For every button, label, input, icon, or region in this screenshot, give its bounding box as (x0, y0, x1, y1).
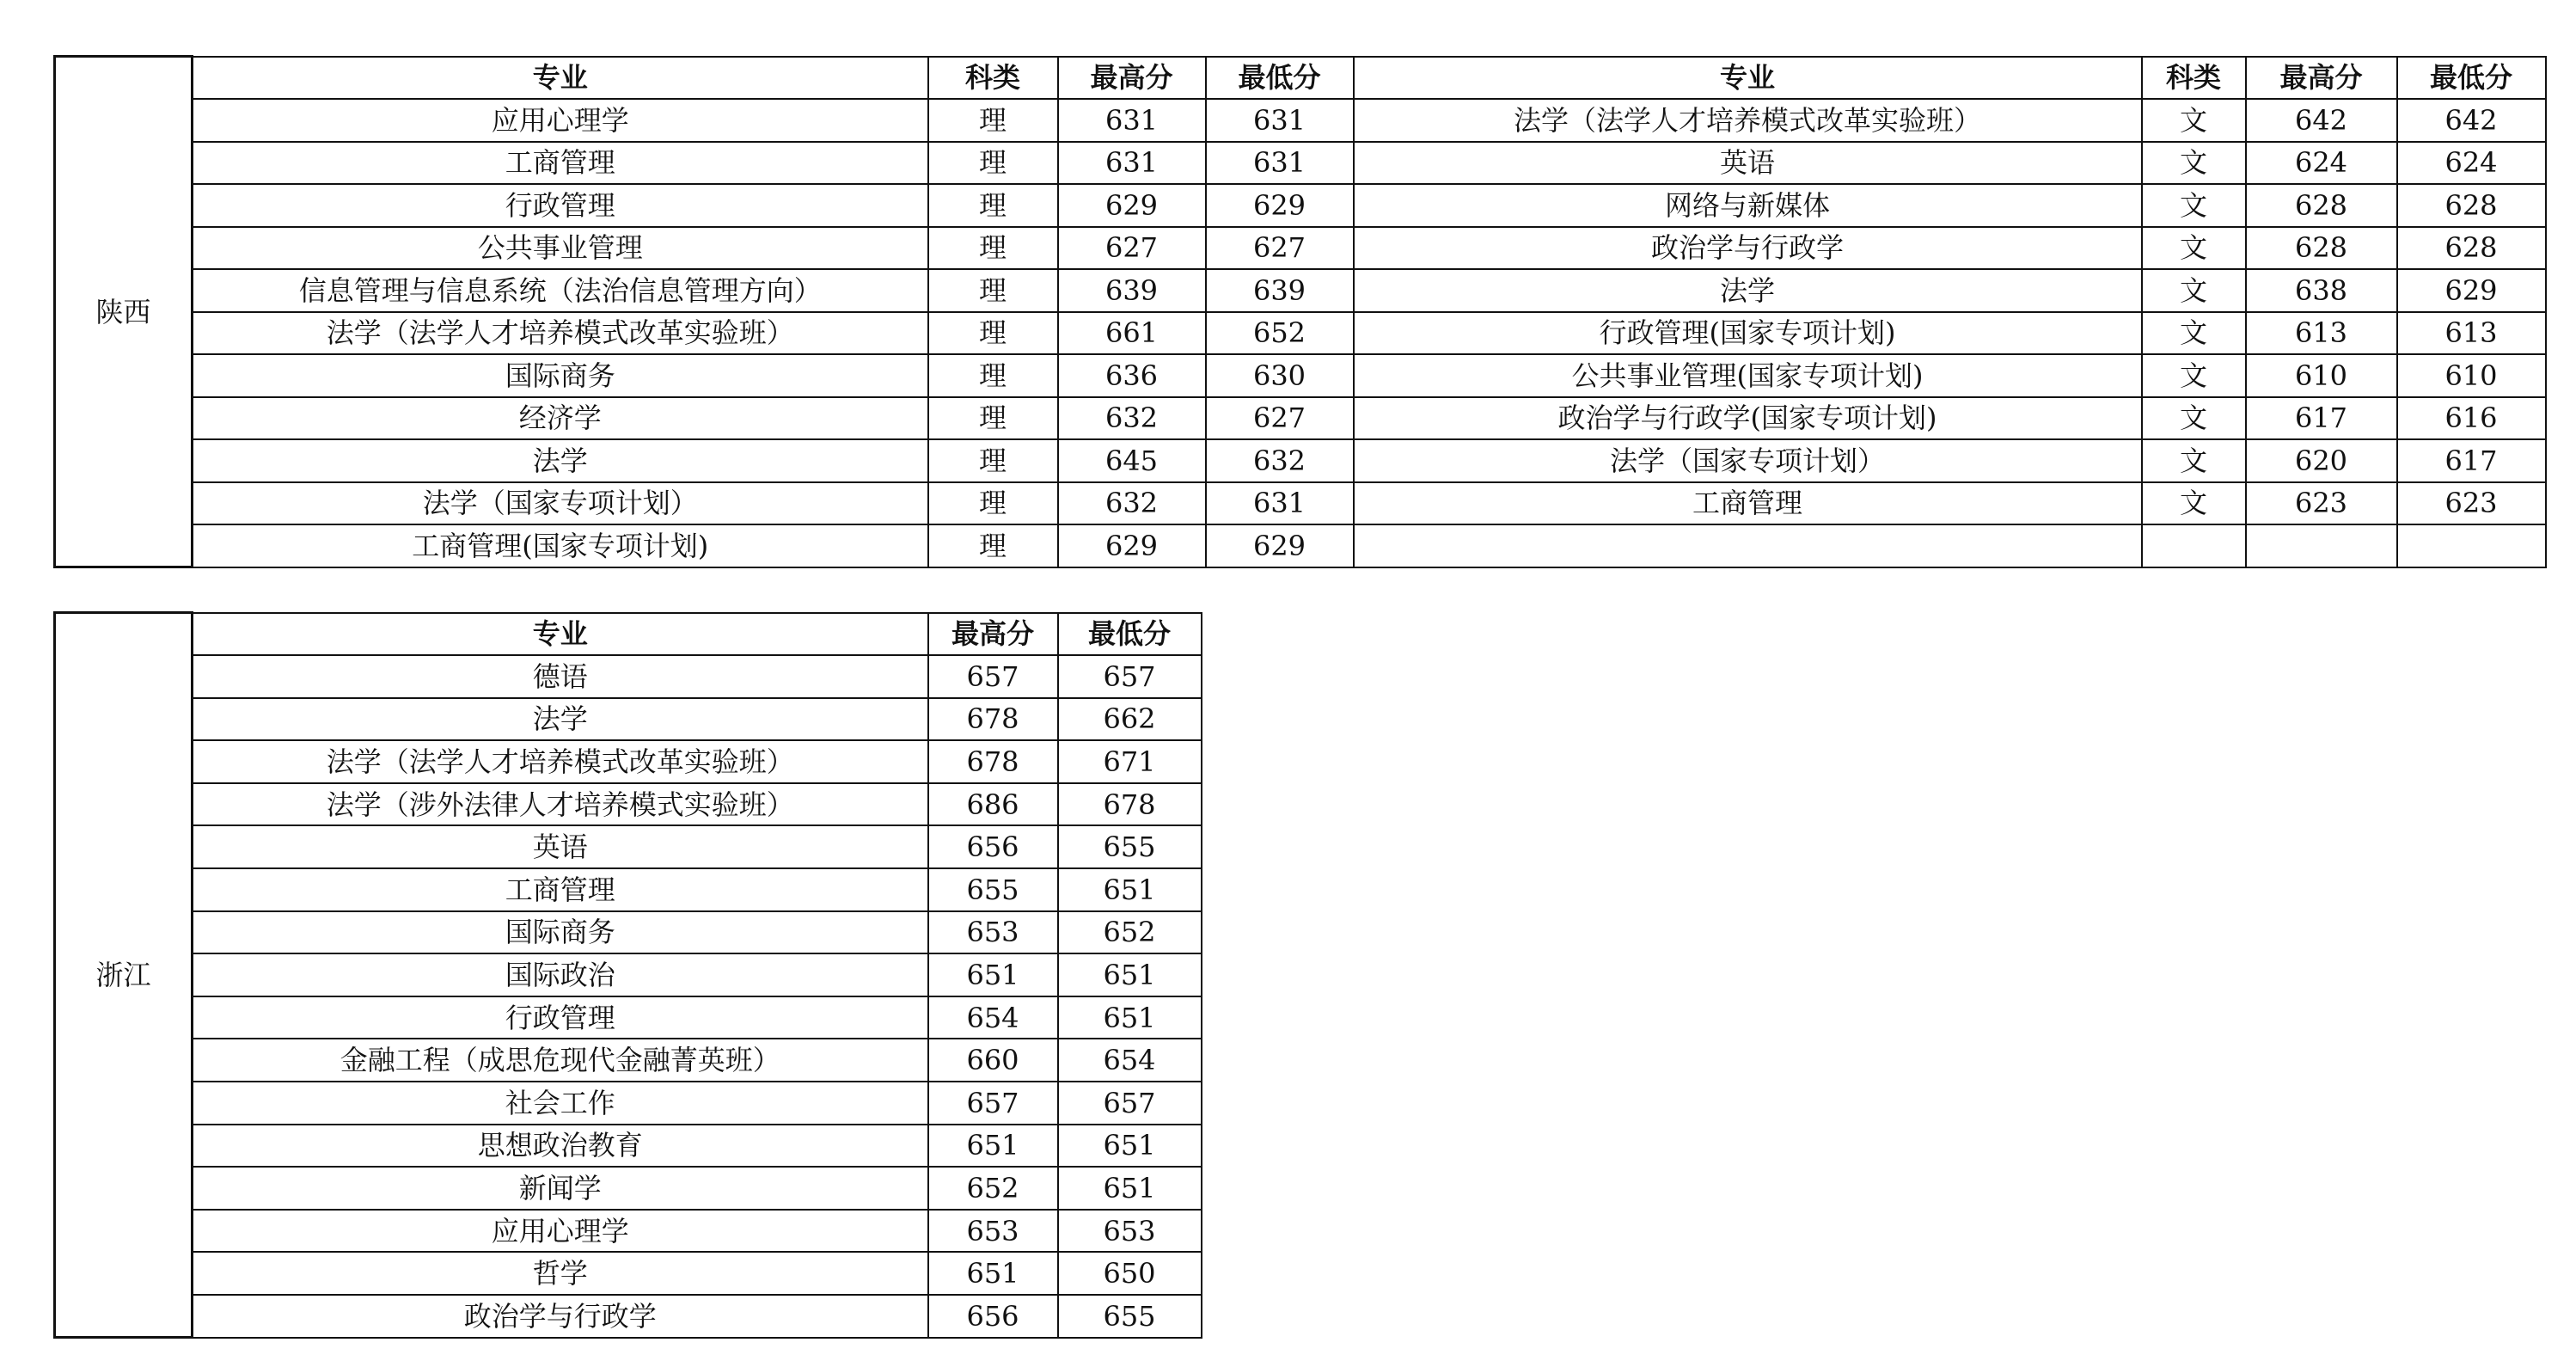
major-cell: 德语 (193, 655, 928, 698)
max-score-cell: 656 (928, 825, 1058, 868)
max-score-cell: 617 (2246, 397, 2397, 440)
major-cell: 法学 (193, 439, 928, 482)
category-cell: 文 (2142, 312, 2246, 355)
table-row (55, 312, 2546, 355)
major-cell: 国际商务 (193, 354, 928, 397)
major-cell: 行政管理 (193, 184, 928, 227)
major-cell: 工商管理(国家专项计划) (193, 524, 928, 567)
min-score-cell: 678 (1058, 783, 1202, 826)
max-score-cell: 654 (928, 996, 1058, 1039)
min-score-cell: 651 (1058, 953, 1202, 996)
shaanxi-header-row (55, 57, 2546, 100)
major-cell: 新闻学 (193, 1167, 928, 1210)
min-score-cell: 650 (1058, 1252, 1202, 1295)
table-row (55, 1125, 1202, 1168)
max-score-cell: 678 (928, 698, 1058, 741)
min-score-cell: 628 (2397, 227, 2546, 270)
category-cell: 理 (928, 269, 1058, 312)
table-row (55, 953, 1202, 996)
max-score-cell: 651 (928, 1125, 1058, 1168)
major-cell: 网络与新媒体 (1354, 184, 2142, 227)
zhejiang-header-row (55, 613, 1202, 656)
min-score-cell: 651 (1058, 868, 1202, 911)
major-cell: 国际政治 (193, 953, 928, 996)
major-cell: 公共事业管理(国家专项计划) (1354, 354, 2142, 397)
min-score-cell: 629 (1206, 184, 1354, 227)
shaanxi-admission-table (53, 55, 2547, 568)
min-score-cell: 651 (1058, 996, 1202, 1039)
major-cell: 工商管理 (193, 142, 928, 185)
min-score-cell: 617 (2397, 439, 2546, 482)
table-row (55, 354, 2546, 397)
table-row (55, 184, 2546, 227)
max-score-cell: 636 (1058, 354, 1206, 397)
major-cell (1354, 524, 2142, 567)
max-score-cell: 632 (1058, 482, 1206, 525)
min-score-cell: 671 (1058, 740, 1202, 783)
min-score-cell: 642 (2397, 99, 2546, 142)
max-score-cell: 629 (1058, 184, 1206, 227)
major-cell: 政治学与行政学 (193, 1295, 928, 1338)
max-score-cell: 661 (1058, 312, 1206, 355)
category-cell: 理 (928, 524, 1058, 567)
major-cell: 信息管理与信息系统（法治信息管理方向） (193, 269, 928, 312)
category-cell: 理 (928, 354, 1058, 397)
category-cell: 文 (2142, 482, 2246, 525)
min-score-cell: 629 (1206, 524, 1354, 567)
max-score-cell: 624 (2246, 142, 2397, 185)
table-row (55, 783, 1202, 826)
table-row (55, 698, 1202, 741)
header-max-score: 最高分 (2246, 57, 2397, 100)
major-cell: 法学（国家专项计划） (1354, 439, 2142, 482)
table-row (55, 1252, 1202, 1295)
major-cell: 行政管理 (193, 996, 928, 1039)
min-score-cell: 631 (1206, 99, 1354, 142)
max-score-cell: 651 (928, 1252, 1058, 1295)
table-row (55, 1039, 1202, 1082)
min-score-cell: 632 (1206, 439, 1354, 482)
min-score-cell: 630 (1206, 354, 1354, 397)
table-row (55, 996, 1202, 1039)
table-row (55, 142, 2546, 185)
major-cell: 法学 (1354, 269, 2142, 312)
table-row (55, 1210, 1202, 1253)
major-cell: 政治学与行政学(国家专项计划) (1354, 397, 2142, 440)
category-cell: 理 (928, 312, 1058, 355)
min-score-cell: 655 (1058, 1295, 1202, 1338)
max-score-cell: 631 (1058, 99, 1206, 142)
min-score-cell: 652 (1206, 312, 1354, 355)
category-cell: 文 (2142, 184, 2246, 227)
major-cell: 公共事业管理 (193, 227, 928, 270)
min-score-cell: 616 (2397, 397, 2546, 440)
max-score-cell: 629 (1058, 524, 1206, 567)
min-score-cell: 655 (1058, 825, 1202, 868)
min-score-cell: 623 (2397, 482, 2546, 525)
min-score-cell: 639 (1206, 269, 1354, 312)
major-cell: 政治学与行政学 (1354, 227, 2142, 270)
category-cell: 文 (2142, 354, 2246, 397)
table-row (55, 99, 2546, 142)
province-label: 陕西 (55, 57, 193, 567)
major-cell: 法学（国家专项计划） (193, 482, 928, 525)
major-cell: 应用心理学 (193, 1210, 928, 1253)
table-row (55, 655, 1202, 698)
max-score-cell: 627 (1058, 227, 1206, 270)
table-row (55, 911, 1202, 954)
major-cell: 经济学 (193, 397, 928, 440)
header-category: 科类 (2142, 57, 2246, 100)
category-cell (2142, 524, 2246, 567)
max-score-cell: 651 (928, 953, 1058, 996)
major-cell: 工商管理 (193, 868, 928, 911)
header-max-score: 最高分 (1058, 57, 1206, 100)
min-score-cell: 610 (2397, 354, 2546, 397)
category-cell: 理 (928, 184, 1058, 227)
min-score-cell: 629 (2397, 269, 2546, 312)
major-cell: 工商管理 (1354, 482, 2142, 525)
table-row (55, 439, 2546, 482)
category-cell: 理 (928, 397, 1058, 440)
max-score-cell: 660 (928, 1039, 1058, 1082)
max-score-cell: 620 (2246, 439, 2397, 482)
table-row (55, 524, 2546, 567)
max-score-cell: 652 (928, 1167, 1058, 1210)
max-score-cell: 657 (928, 655, 1058, 698)
table-row (55, 825, 1202, 868)
table-row (55, 397, 2546, 440)
province-label: 浙江 (55, 613, 193, 1338)
max-score-cell: 638 (2246, 269, 2397, 312)
header-min-score: 最低分 (2397, 57, 2546, 100)
header-max-score: 最高分 (928, 613, 1058, 656)
max-score-cell: 645 (1058, 439, 1206, 482)
category-cell: 文 (2142, 142, 2246, 185)
min-score-cell: 624 (2397, 142, 2546, 185)
min-score-cell: 628 (2397, 184, 2546, 227)
zhejiang-admission-table (53, 611, 1202, 1339)
max-score-cell: 623 (2246, 482, 2397, 525)
major-cell: 法学（法学人才培养模式改革实验班） (193, 312, 928, 355)
major-cell: 法学 (193, 698, 928, 741)
major-cell: 法学（法学人才培养模式改革实验班） (193, 740, 928, 783)
major-cell: 社会工作 (193, 1082, 928, 1125)
major-cell: 法学（法学人才培养模式改革实验班） (1354, 99, 2142, 142)
max-score-cell: 686 (928, 783, 1058, 826)
max-score-cell: 678 (928, 740, 1058, 783)
major-cell: 金融工程（成思危现代金融菁英班） (193, 1039, 928, 1082)
min-score-cell: 613 (2397, 312, 2546, 355)
major-cell: 英语 (1354, 142, 2142, 185)
max-score-cell: 655 (928, 868, 1058, 911)
major-cell: 行政管理(国家专项计划) (1354, 312, 2142, 355)
category-cell: 文 (2142, 397, 2246, 440)
min-score-cell: 651 (1058, 1125, 1202, 1168)
table-row (55, 740, 1202, 783)
header-min-score: 最低分 (1206, 57, 1354, 100)
header-major: 专业 (193, 57, 928, 100)
max-score-cell (2246, 524, 2397, 567)
category-cell: 理 (928, 99, 1058, 142)
max-score-cell: 610 (2246, 354, 2397, 397)
min-score-cell (2397, 524, 2546, 567)
header-category: 科类 (928, 57, 1058, 100)
max-score-cell: 639 (1058, 269, 1206, 312)
table-row (55, 269, 2546, 312)
max-score-cell: 613 (2246, 312, 2397, 355)
header-major: 专业 (193, 613, 928, 656)
max-score-cell: 653 (928, 1210, 1058, 1253)
major-cell: 法学（涉外法律人才培养模式实验班） (193, 783, 928, 826)
min-score-cell: 654 (1058, 1039, 1202, 1082)
min-score-cell: 627 (1206, 227, 1354, 270)
category-cell: 理 (928, 482, 1058, 525)
min-score-cell: 657 (1058, 1082, 1202, 1125)
max-score-cell: 628 (2246, 227, 2397, 270)
category-cell: 文 (2142, 99, 2246, 142)
table-row (55, 1167, 1202, 1210)
min-score-cell: 657 (1058, 655, 1202, 698)
min-score-cell: 662 (1058, 698, 1202, 741)
category-cell: 文 (2142, 227, 2246, 270)
max-score-cell: 632 (1058, 397, 1206, 440)
major-cell: 国际商务 (193, 911, 928, 954)
max-score-cell: 656 (928, 1295, 1058, 1338)
max-score-cell: 653 (928, 911, 1058, 954)
table-row (55, 868, 1202, 911)
major-cell: 应用心理学 (193, 99, 928, 142)
max-score-cell: 631 (1058, 142, 1206, 185)
category-cell: 文 (2142, 269, 2246, 312)
max-score-cell: 628 (2246, 184, 2397, 227)
max-score-cell: 642 (2246, 99, 2397, 142)
min-score-cell: 653 (1058, 1210, 1202, 1253)
table-row (55, 482, 2546, 525)
min-score-cell: 631 (1206, 142, 1354, 185)
category-cell: 理 (928, 227, 1058, 270)
min-score-cell: 652 (1058, 911, 1202, 954)
max-score-cell: 657 (928, 1082, 1058, 1125)
header-major: 专业 (1354, 57, 2142, 100)
category-cell: 文 (2142, 439, 2246, 482)
min-score-cell: 651 (1058, 1167, 1202, 1210)
table-row (55, 1295, 1202, 1338)
table-row (55, 1082, 1202, 1125)
major-cell: 英语 (193, 825, 928, 868)
major-cell: 思想政治教育 (193, 1125, 928, 1168)
category-cell: 理 (928, 439, 1058, 482)
table-row (55, 227, 2546, 270)
major-cell: 哲学 (193, 1252, 928, 1295)
category-cell: 理 (928, 142, 1058, 185)
min-score-cell: 631 (1206, 482, 1354, 525)
min-score-cell: 627 (1206, 397, 1354, 440)
header-min-score: 最低分 (1058, 613, 1202, 656)
